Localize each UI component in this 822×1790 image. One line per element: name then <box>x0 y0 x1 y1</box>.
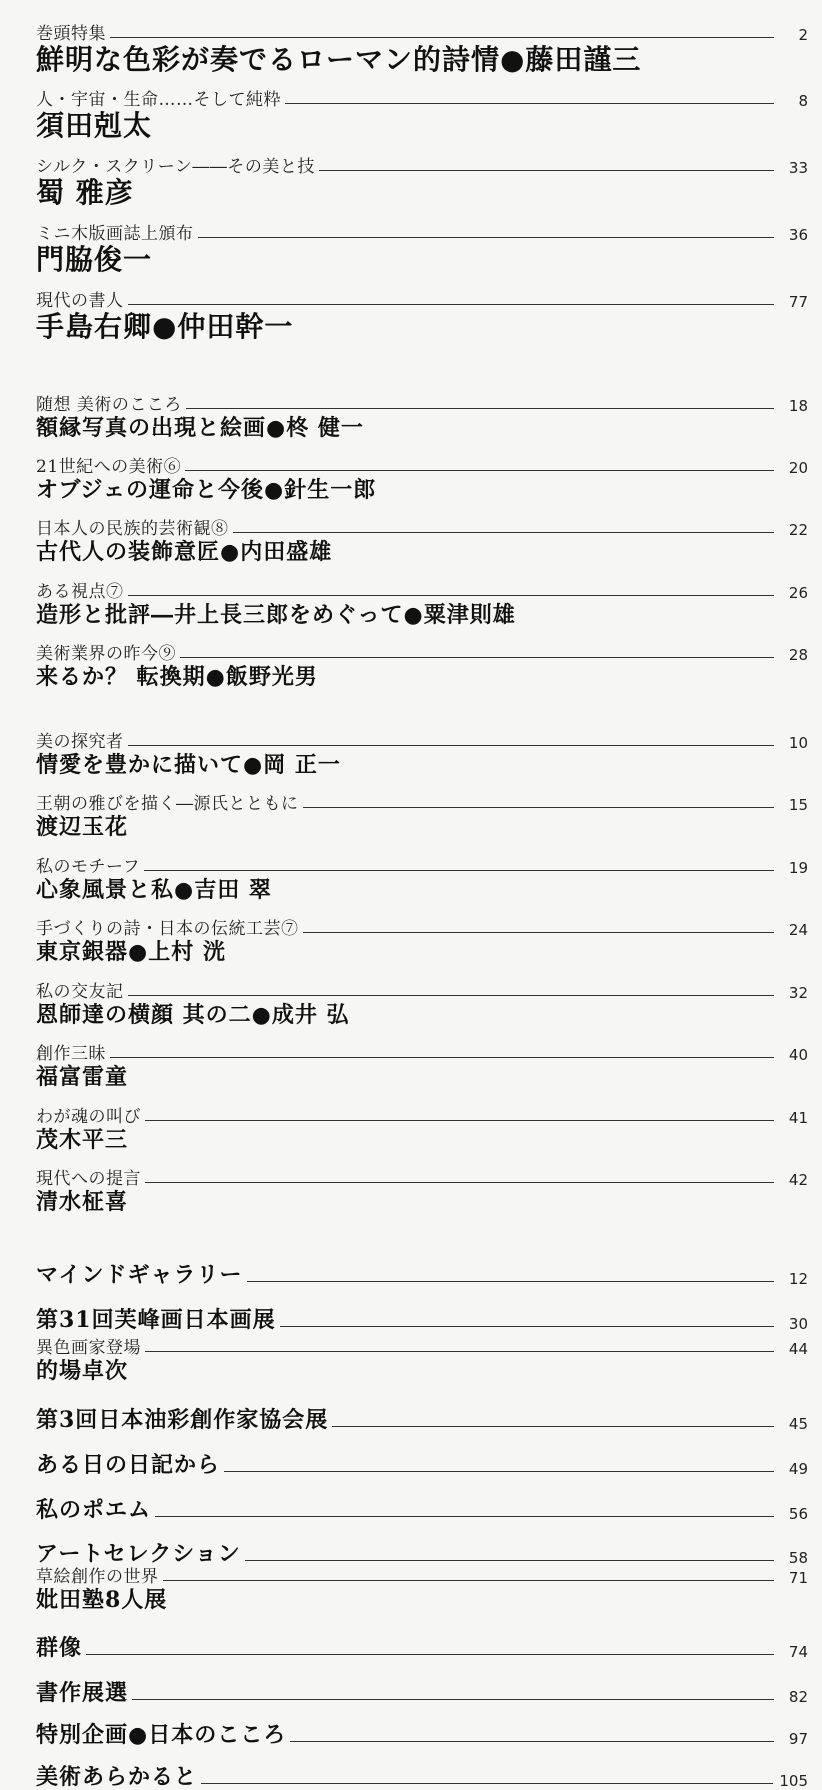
entry-title: マインドギャラリー <box>36 1262 243 1288</box>
entry-title: 私のポエム <box>36 1497 152 1523</box>
leader-rule <box>163 1580 775 1581</box>
page-number: 49 <box>788 1460 808 1478</box>
entry-title: 心象風景と私●吉田 翠 <box>36 877 272 903</box>
toc-leader-row <box>36 1495 808 1523</box>
toc-leader-row <box>36 1260 808 1288</box>
toc-leader-row <box>36 1450 808 1478</box>
leader-rule <box>201 1783 773 1784</box>
leader-rule <box>280 1326 774 1327</box>
toc-leader-row <box>36 1105 808 1127</box>
toc-leader-row <box>36 1336 808 1358</box>
page-number: 18 <box>788 397 808 415</box>
leader-rule <box>186 408 774 409</box>
toc-leader-row <box>36 730 808 752</box>
entry-title: 情愛を豊かに描いて●岡 正一 <box>36 752 341 778</box>
leader-rule <box>319 170 774 171</box>
leader-rule <box>128 745 775 746</box>
leader-rule <box>303 807 775 808</box>
entry-title: 美術あらかると <box>36 1764 198 1790</box>
toc-leader-row <box>36 580 808 602</box>
entry-title: 書作展選 <box>36 1680 129 1706</box>
entry-title: 蜀 雅彦 <box>36 176 134 209</box>
leader-rule <box>155 1516 774 1517</box>
leader-rule <box>86 1654 774 1655</box>
entry-subtitle: わが魂の叫び <box>36 1107 141 1127</box>
entry-subtitle: 現代の書人 <box>36 291 124 311</box>
page-number: 30 <box>788 1315 808 1333</box>
page-number: 26 <box>788 584 808 602</box>
entry-subtitle: 手づくりの詩・日本の伝統工芸⑦ <box>36 919 299 939</box>
leader-rule <box>128 304 775 305</box>
entry-title: 須田剋太 <box>36 109 153 142</box>
entry-title: 恩師達の横顔 其の二●成井 弘 <box>36 1002 350 1028</box>
entry-subtitle: ある視点⑦ <box>36 582 124 602</box>
entry-subtitle: 巻頭特集 <box>36 24 106 44</box>
page-number: 2 <box>798 26 808 44</box>
toc-leader-row <box>36 289 808 311</box>
leader-rule <box>285 103 774 104</box>
entry-title: 群像 <box>36 1635 83 1661</box>
entry-subtitle: 私の交友記 <box>36 982 124 1002</box>
page-number: 40 <box>788 1046 808 1064</box>
entry-subtitle: 随想 美術のこころ <box>36 395 182 415</box>
toc-leader-row <box>36 855 808 877</box>
page-number: 97 <box>788 1730 808 1748</box>
leader-rule <box>145 1182 774 1183</box>
leader-rule <box>145 1351 774 1352</box>
entry-title: アートセレクション <box>36 1541 241 1567</box>
page-number: 42 <box>788 1171 808 1189</box>
leader-rule <box>332 1426 774 1427</box>
entry-subtitle: 創作三昧 <box>36 1044 106 1064</box>
page-number: 22 <box>788 521 808 539</box>
leader-rule <box>198 237 775 238</box>
page-number: 20 <box>788 459 808 477</box>
toc-leader-row <box>36 1762 808 1790</box>
page-number: 36 <box>788 226 808 244</box>
toc-leader-row <box>36 980 808 1002</box>
toc-leader-row <box>36 1633 808 1661</box>
leader-rule <box>180 657 774 658</box>
toc-leader-row <box>36 1539 808 1567</box>
entry-title: 福富雷童 <box>36 1064 129 1090</box>
toc-leader-row <box>36 1565 808 1587</box>
toc-leader-row <box>36 393 808 415</box>
page-number: 56 <box>788 1505 808 1523</box>
entry-title: 手島右卿●仲田幹一 <box>36 310 294 343</box>
entry-title: 茂木平三 <box>36 1127 129 1153</box>
toc-leader-row <box>36 517 808 539</box>
entry-title: 第3回日本油彩創作家協会展 <box>36 1407 329 1433</box>
toc-leader-row <box>36 88 808 110</box>
toc-leader-row <box>36 642 808 664</box>
toc-leader-row <box>36 155 808 177</box>
leader-rule <box>132 1699 774 1700</box>
page-number: 15 <box>788 796 808 814</box>
leader-rule <box>128 995 775 996</box>
page-number: 8 <box>798 92 808 110</box>
entry-title: 第31回芙峰画日本画展 <box>36 1307 276 1333</box>
page-number: 77 <box>788 293 808 311</box>
page-number: 24 <box>788 921 808 939</box>
toc-leader-row <box>36 1720 808 1748</box>
toc-leader-row <box>36 22 808 44</box>
entry-subtitle: シルク・スクリーン――その美と技 <box>36 157 315 177</box>
entry-title: 的場卓次 <box>36 1358 129 1384</box>
leader-rule <box>224 1471 774 1472</box>
entry-subtitle: 私のモチーフ <box>36 857 141 877</box>
leader-rule <box>185 470 774 471</box>
page-number: 74 <box>788 1643 808 1661</box>
toc-leader-row <box>36 222 808 244</box>
page-number: 10 <box>788 734 808 752</box>
entry-title: 額縁写真の出現と絵画●柊 健一 <box>36 415 364 441</box>
entry-title: 妣田塾8人展 <box>36 1587 168 1613</box>
entry-subtitle: 現代への提言 <box>36 1169 141 1189</box>
leader-rule <box>145 1120 774 1121</box>
leader-rule <box>247 1281 774 1282</box>
entry-title: ある日の日記から <box>36 1452 221 1478</box>
toc-leader-row <box>36 917 808 939</box>
entry-subtitle: 美術業界の昨今⑨ <box>36 644 176 664</box>
leader-rule <box>144 870 774 871</box>
entry-subtitle: 美の探究者 <box>36 732 124 752</box>
toc-leader-row <box>36 1167 808 1189</box>
page-number: 28 <box>788 646 808 664</box>
entry-title: 渡辺玉花 <box>36 814 129 840</box>
entry-title: オブジェの運命と今後●針生一郎 <box>36 477 377 503</box>
page-number: 33 <box>788 159 808 177</box>
page-number: 105 <box>779 1772 808 1790</box>
entry-subtitle: 日本人の民族的芸術観⑧ <box>36 519 229 539</box>
toc-leader-row <box>36 792 808 814</box>
page-number: 45 <box>788 1415 808 1433</box>
entry-subtitle: 草絵創作の世界 <box>36 1567 159 1587</box>
leader-rule <box>110 1057 774 1058</box>
page-number: 44 <box>788 1340 808 1358</box>
entry-title: 清水柾喜 <box>36 1189 129 1215</box>
page-number: 19 <box>788 859 808 877</box>
page-number: 32 <box>788 984 808 1002</box>
page-number: 58 <box>788 1549 808 1567</box>
entry-subtitle: 21世紀への美術⑥ <box>36 457 182 477</box>
page-number: 71 <box>788 1569 808 1587</box>
entry-subtitle: 王朝の雅びを描く―源氏とともに <box>36 794 299 814</box>
entry-subtitle: 人・宇宙・生命……そして純粋 <box>36 90 281 110</box>
page-number: 12 <box>788 1270 808 1288</box>
toc-leader-row <box>36 455 808 477</box>
entry-subtitle: ミニ木版画誌上頒布 <box>36 224 194 244</box>
leader-rule <box>245 1560 774 1561</box>
toc-leader-row <box>36 1305 808 1333</box>
entry-title: 東京銀器●上村 洸 <box>36 939 226 965</box>
entry-subtitle: 異色画家登場 <box>36 1338 141 1358</box>
toc-leader-row <box>36 1042 808 1064</box>
leader-rule <box>233 532 775 533</box>
entry-title: 来るか？ 転換期●飯野光男 <box>36 664 318 690</box>
entry-title: 特別企画●日本のこころ <box>36 1722 287 1748</box>
toc-leader-row <box>36 1405 808 1433</box>
entry-title: 門脇俊一 <box>36 243 153 276</box>
toc-leader-row <box>36 1678 808 1706</box>
leader-rule <box>290 1741 774 1742</box>
page-number: 41 <box>788 1109 808 1127</box>
leader-rule <box>128 595 775 596</box>
entry-title: 古代人の装飾意匠●内田盛雄 <box>36 539 333 565</box>
entry-title: 造形と批評―井上長三郎をめぐって●粟津則雄 <box>36 602 516 628</box>
leader-rule <box>110 37 774 38</box>
entry-title: 鮮明な色彩が奏でるローマン的詩情●藤田謹三 <box>36 43 642 76</box>
leader-rule <box>303 932 775 933</box>
page-number: 82 <box>788 1688 808 1706</box>
